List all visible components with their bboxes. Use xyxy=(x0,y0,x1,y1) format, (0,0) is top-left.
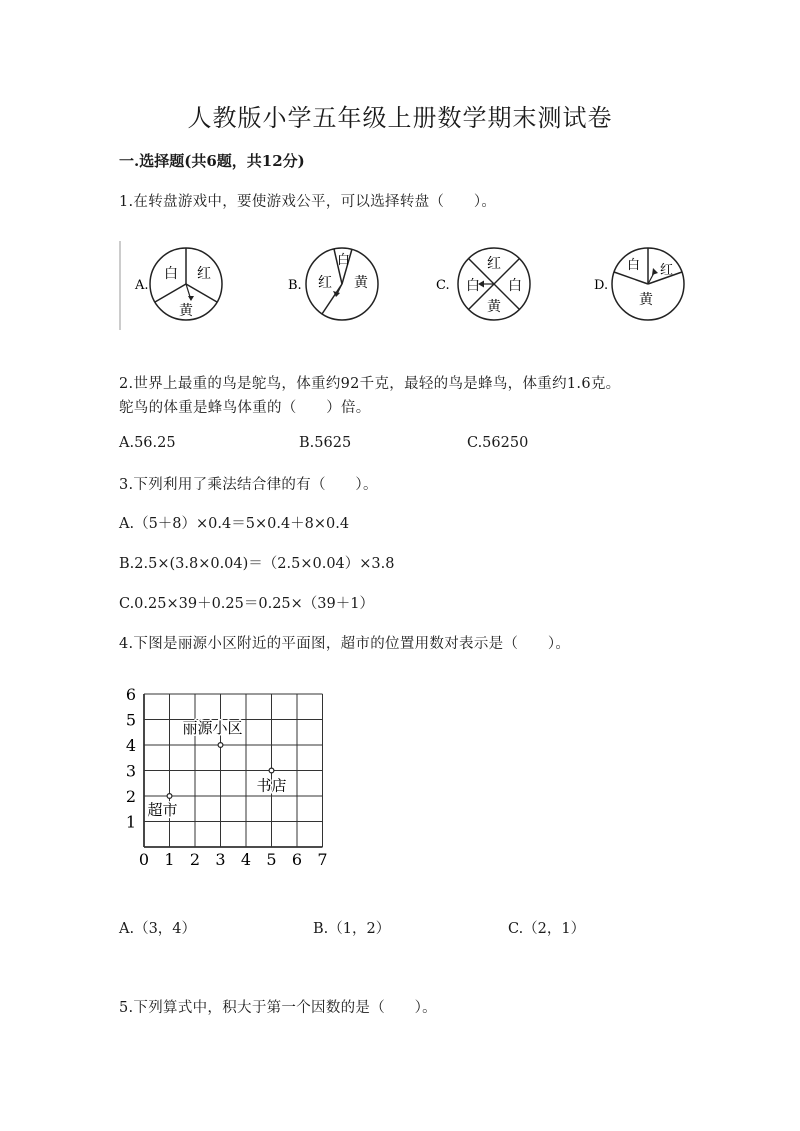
question-2-line1: 2.世界上最重的鸟是鸵鸟，体重约92千克，最轻的鸟是蜂鸟，体重约1.6克。 xyxy=(119,376,621,392)
question-4-text: 4.下图是丽源小区附近的平面图，超市的位置用数对表示是（ ）。 xyxy=(119,636,571,652)
spinner-d xyxy=(612,248,684,320)
q3-option-a: A.（5＋8）×0.4＝5×0.4＋8×0.4 xyxy=(119,516,350,532)
y-tick-label: 4 xyxy=(125,736,136,755)
spinner-a-label: 黄 xyxy=(179,303,193,319)
y-tick-label: 6 xyxy=(125,685,136,704)
spinner-c-label: 黄 xyxy=(487,299,501,315)
spinner-d-label: 红 xyxy=(660,263,674,278)
spinner-b-label: 黄 xyxy=(354,275,368,291)
question-1-text: 1.在转盘游戏中，要使游戏公平，可以选择转盘（ ）。 xyxy=(119,194,497,210)
q2-option-b: B.5625 xyxy=(299,435,352,451)
q2-option-c: C.56250 xyxy=(467,435,529,451)
x-tick-label: 5 xyxy=(266,850,277,869)
section-heading: 一.选择题(共6题，共12分) xyxy=(119,152,305,170)
grid-map-figure xyxy=(122,682,342,872)
option-b-letter: B. xyxy=(288,278,302,293)
place-label: 丽源小区 xyxy=(182,719,243,737)
x-tick-label: 3 xyxy=(215,850,226,869)
x-tick-label: 2 xyxy=(189,850,201,869)
place-point xyxy=(218,743,223,748)
question-2-line2: 鸵鸟的体重是蜂鸟体重的（ ）倍。 xyxy=(119,400,371,416)
question-5-text: 5.下列算式中，积大于第一个因数的是（ ）。 xyxy=(119,1000,437,1016)
q4-option-c: C.（2，1） xyxy=(508,921,586,937)
q3-option-b: B.2.5×(3.8×0.04)＝（2.5×0.04）×3.8 xyxy=(119,556,395,572)
spinner-c-label: 红 xyxy=(487,256,501,272)
option-a-letter: A. xyxy=(135,278,149,293)
spinner-c-label: 白 xyxy=(508,278,522,294)
spinner-d-label: 黄 xyxy=(639,292,653,308)
option-d-letter: D. xyxy=(594,278,609,293)
q4-option-b: B.（1，2） xyxy=(313,921,391,937)
option-c-letter: C. xyxy=(436,278,450,293)
x-tick-label: 6 xyxy=(291,850,303,869)
spinner-c-label: 白 xyxy=(466,278,480,294)
x-tick-label: 1 xyxy=(164,850,175,869)
y-tick-label: 2 xyxy=(125,787,136,806)
spinner-a-label: 白 xyxy=(164,266,178,282)
place-point xyxy=(167,794,172,799)
x-tick-label: 4 xyxy=(240,850,252,869)
q3-option-c: C.0.25×39＋0.25＝0.25×（39＋1） xyxy=(119,596,374,612)
spinner-b-label: 红 xyxy=(318,275,332,291)
spinner-d-label: 白 xyxy=(627,258,641,273)
x-tick-label: 0 xyxy=(138,850,150,869)
y-tick-label: 5 xyxy=(125,710,136,730)
place-point xyxy=(269,768,274,773)
place-label: 书店 xyxy=(256,776,287,795)
spinner-a-label: 红 xyxy=(197,266,211,282)
question-3-text: 3.下列利用了乘法结合律的有（ ）。 xyxy=(119,477,378,493)
q4-option-a: A.（3，4） xyxy=(119,921,197,937)
spinner-b-label: 白 xyxy=(337,253,351,268)
place-label: 超市 xyxy=(147,801,178,819)
y-tick-label: 3 xyxy=(125,761,136,781)
spinner-options-figure xyxy=(118,238,698,333)
q2-option-a: A.56.25 xyxy=(119,435,176,451)
x-tick-label: 7 xyxy=(317,850,328,869)
y-tick-label: 1 xyxy=(125,812,136,832)
page-title: 人教版小学五年级上册数学期末测试卷 xyxy=(187,104,613,132)
